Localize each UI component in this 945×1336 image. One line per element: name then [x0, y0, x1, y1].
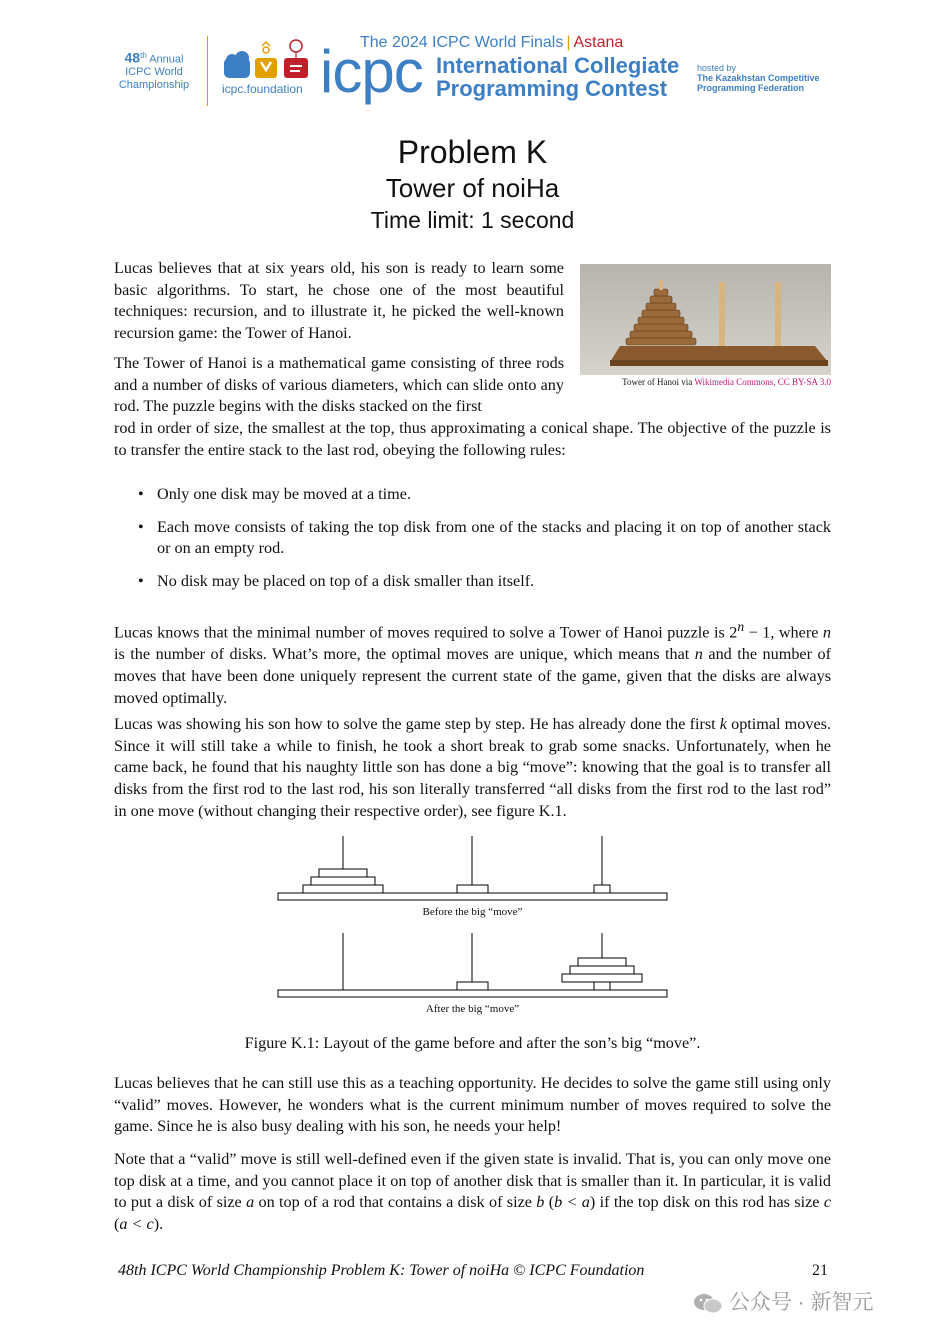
page-number: 21 — [812, 1262, 828, 1279]
cloud-logo-icon — [224, 51, 250, 78]
watermark — [693, 1286, 874, 1316]
rules-list — [138, 484, 831, 604]
bullet-icon: • — [138, 485, 144, 503]
annual-line2: ICPC World — [125, 66, 183, 79]
annual-sup: th — [140, 51, 147, 60]
disk — [319, 869, 367, 877]
base-board — [278, 893, 667, 900]
annual-line3: Championship — [118, 78, 190, 91]
bullet-icon: • — [138, 517, 144, 536]
p4-text-b: optimal moves. Since it will still take a while to finish, he took a short break to grab some snacks. Unfortunately, when he came back, he found that his naughty little son has done a big “move”: knowing that the goal is to transfer all disks from the first rod to the last rod, his son literally transferred “all disks from the first rod to the last rod” in one move (without changing their respective order), see figure K.1. — [114, 715, 831, 820]
hosted-by-block — [697, 63, 820, 93]
p6-text: ) if the top disk on this rod has size — [589, 1193, 824, 1212]
foundation-label: icpc.foundation — [222, 82, 303, 96]
host-line1: The Kazakhstan Competitive — [697, 73, 820, 83]
figure-before-diagram — [277, 835, 668, 903]
problem-name-title: Tower of noiHa — [385, 173, 560, 203]
rule-item — [138, 517, 831, 560]
header-divider — [207, 36, 208, 106]
p3-exponent: n — [737, 619, 745, 634]
disk — [311, 877, 375, 885]
disk — [594, 885, 610, 893]
p6-text: ( — [544, 1193, 555, 1212]
balloon-logo-icon — [284, 40, 308, 78]
p3-text-c: is the number of disks. What’s more, the optimal moves are unique, which means that — [114, 645, 695, 664]
caption-separator: , — [773, 377, 778, 387]
p6-text: ( — [114, 1215, 120, 1234]
minimal-moves-paragraph — [114, 616, 831, 709]
p6-var: a < c — [119, 1215, 154, 1234]
world-finals-title: The 2024 ICPC World Finals — [360, 34, 564, 51]
p3-text-b: − 1, where — [744, 623, 823, 642]
hanoi-description-part1: The Tower of Hanoi is a mathematical game consisting of three rods and a number of disks of various diameters, which can slide onto any rod. The puzzle begins with the disks stacked on the first — [114, 354, 564, 416]
organization-name — [436, 54, 679, 100]
footer-text: 48th ICPC World Championship Problem K: Tower of noiHa © ICPC Foundation — [118, 1262, 645, 1279]
p4-var-k: k — [719, 715, 727, 733]
host-city: Astana — [573, 34, 624, 51]
host-line2: Programming Federation — [697, 83, 805, 93]
p6-var: c — [823, 1193, 831, 1212]
org-line2: Programming Contest — [436, 76, 668, 101]
rule-text: No disk may be placed on top of a disk smaller than itself. — [157, 572, 535, 591]
figure-after-diagram — [277, 932, 668, 1000]
p4-text-a: Lucas was showing his son how to solve the game step by step. He has already done the first — [114, 715, 720, 733]
base-board — [278, 990, 667, 997]
rule-item — [138, 571, 831, 593]
problem-id-title: Problem K — [397, 134, 548, 170]
disk — [594, 982, 610, 990]
p3-var-n: n — [822, 623, 831, 642]
p3-var-n: n — [694, 645, 703, 664]
annual-word: Annual — [149, 53, 184, 66]
p6-text: ). — [153, 1215, 164, 1234]
p6-text: Note that a “valid” move is still well-defined even if the given state is invalid. That is, you can only move one top disk at a time, and you cannot place it on top of another disk that is smaller than it. In particular, it is valid to put a disk of size — [114, 1150, 831, 1212]
p6-var: a — [246, 1193, 255, 1212]
annual-championship-label — [108, 50, 200, 91]
photo-caption-text: Tower of Hanoi via — [622, 377, 695, 387]
bullet-icon: • — [138, 572, 144, 591]
icpc-foundation-logo-icons — [222, 38, 314, 84]
teaching-paragraph: Lucas believes that he can still use this as a teaching opportunity. He decides to solve the game still using only “valid” moves. However, he wonders what is the current minimum number of moves required to solve the game. Since he is also busy dealing with his son, he needs your help! — [114, 1074, 831, 1136]
hosted-by-label: hosted by — [697, 63, 737, 73]
p6-text: on top of a rod that contains a disk of size — [254, 1193, 537, 1212]
figure-caption: Figure K.1: Layout of the game before and after the son’s big “move”. — [244, 1034, 701, 1052]
org-line1: International Collegiate — [436, 53, 680, 78]
hanoi-description-part2: rod in order of size, the smallest at the top, thus approximating a conical shape. The objective of the puzzle is to transfer the entire stack to the last rod, obeying the following rules: — [114, 419, 831, 459]
figure-before-label: Before the big “move” — [422, 906, 523, 918]
wikimedia-commons-link[interactable]: Wikimedia Commons — [694, 377, 774, 387]
annual-number: 48 — [124, 49, 141, 66]
disk — [457, 885, 488, 893]
header-separator: | — [566, 34, 571, 51]
wechat-icon — [693, 1292, 723, 1314]
trophy-logo-icon — [255, 42, 277, 78]
rule-text: Each move consists of taking the top disk from one of the stacks and placing it on top of another stack or on an empty rod. — [157, 517, 831, 558]
watermark-text: 公众号 · 新智元 — [728, 1291, 874, 1314]
world-finals-line — [360, 34, 623, 52]
p3-text-d: and the number of moves that have been done uniquely represent the current state of the game, given that the disks are always moved optimally. — [114, 645, 831, 707]
time-limit: Time limit: 1 second — [370, 207, 575, 233]
figure-after-label: After the big “move” — [425, 1003, 520, 1015]
disk — [303, 885, 383, 893]
disk — [457, 982, 488, 990]
disk — [570, 966, 634, 974]
tower-of-hanoi-photo — [580, 264, 831, 375]
p6-var: b < a — [554, 1193, 590, 1212]
p3-text-a: Lucas knows that the minimal number of moves required to solve a Tower of Hanoi puzzle is 2 — [114, 623, 738, 642]
rule-text: Only one disk may be moved at a time. — [157, 485, 411, 503]
photo-caption — [580, 377, 831, 387]
intro-paragraph: Lucas believes that at six years old, his son is ready to learn some basic algorithms. To start, he chose one of the most beautiful techniques: recursion, and to illustrate it, he picked the well-known recursion game: the Tower of Hanoi. — [114, 259, 564, 343]
p6-var: b — [536, 1193, 545, 1212]
big-move-paragraph — [114, 714, 831, 823]
disk — [562, 974, 642, 982]
license-link[interactable]: CC BY-SA 3.0 — [777, 377, 831, 387]
valid-move-paragraph — [114, 1149, 831, 1236]
rule-item — [138, 484, 831, 506]
disk — [578, 958, 626, 966]
icpc-wordmark-logo: icpc — [320, 38, 423, 105]
